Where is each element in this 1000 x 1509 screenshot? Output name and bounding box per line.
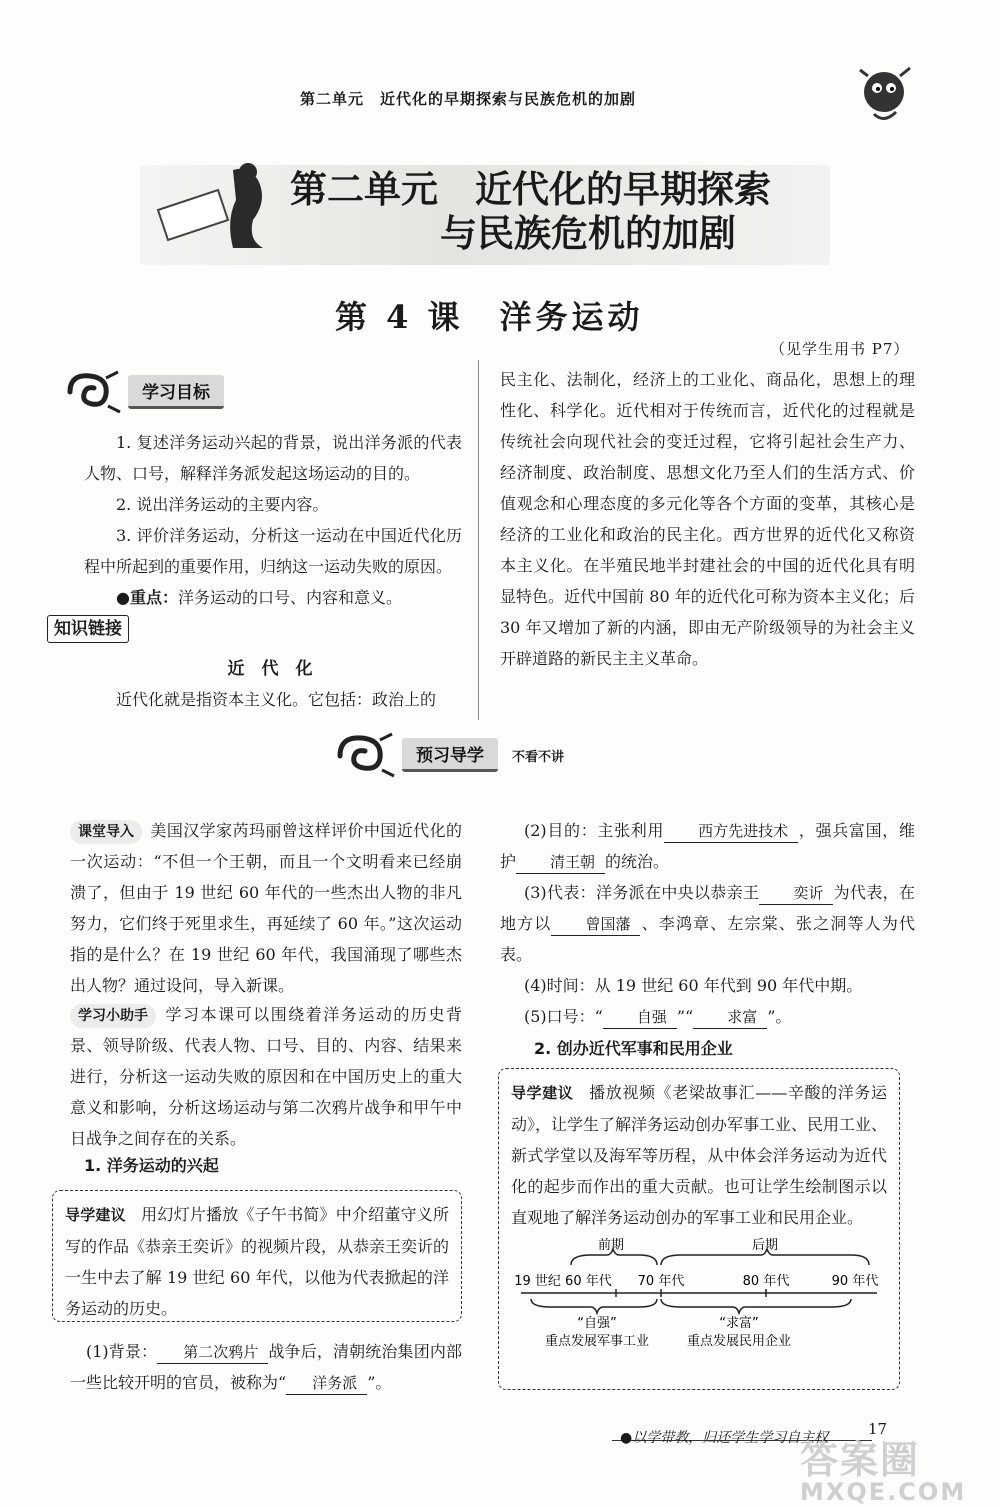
q3-prefix: (3)代表：洋务派在中央以恭亲王 bbox=[524, 883, 760, 902]
timeline-early-label: 前期 bbox=[597, 1238, 625, 1253]
objective-item: 3. 评价洋务运动，分析这一运动在中国近代化历程中所起到的重要作用，归纳这一运动失败的原因。 bbox=[84, 526, 462, 576]
slogan-seeking-wealth: “求富” bbox=[719, 1316, 759, 1331]
watermark-line1: 答案圈 bbox=[800, 1438, 921, 1482]
knowledge-link-label: 知识链接 bbox=[47, 615, 129, 643]
knowledge-text-left bbox=[84, 684, 462, 715]
knowledge-link-tag bbox=[47, 615, 129, 643]
questions-right bbox=[500, 815, 915, 1032]
helper-label: 学习小助手 bbox=[70, 1004, 156, 1028]
q5-suffix: ”。 bbox=[767, 1007, 792, 1026]
preview-header bbox=[330, 732, 564, 778]
focus-civilian-enterprise: 重点发展民用企业 bbox=[686, 1334, 792, 1347]
early-lower-bracket bbox=[531, 1299, 657, 1313]
preview-label: 预习导学 bbox=[402, 738, 498, 772]
q1-suffix: ”。 bbox=[367, 1373, 392, 1392]
answer-blank[interactable]: 第二次鸦片 bbox=[157, 1341, 268, 1364]
guide-box-1 bbox=[52, 1190, 462, 1322]
question-1 bbox=[70, 1336, 462, 1398]
answer-blank[interactable]: 自强 bbox=[603, 1006, 677, 1029]
q5-prefix: (5)口号：“ bbox=[524, 1007, 603, 1026]
swirl-icon bbox=[62, 370, 122, 414]
unit-title-line2: 与民族危机的加剧 bbox=[440, 212, 736, 255]
running-head: 第二单元 近代化的早期探索与民族危机的加剧 bbox=[300, 90, 637, 108]
objective-item: 2. 说出洋务运动的主要内容。 bbox=[116, 495, 329, 514]
timeline-diagram bbox=[511, 1235, 887, 1347]
objectives-label: 学习目标 bbox=[128, 375, 224, 409]
objectives-header bbox=[62, 370, 224, 414]
guide-tag: 导学建议 bbox=[65, 1206, 126, 1224]
q3-suffix: 、李鸿章、左宗棠、张之洞等人为代表。 bbox=[500, 914, 915, 964]
intro-text: 美国汉学家芮玛丽曾这样评价中国近代化的一次运动：“不但一个王朝，而且一个文明看来已经崩溃了，但由于 19 世纪 60 年代的一些杰出人物的非凡努力，它们终于死里求生，再延续了 60 年。”这次运动指的是什么？在 19 世纪 60 年代，我国涌现了哪些杰出人物？通过设问，导入新课。 bbox=[70, 821, 462, 995]
intro-block bbox=[70, 815, 462, 1001]
timeline-late-label: 后期 bbox=[751, 1238, 779, 1253]
column-divider bbox=[478, 360, 479, 720]
objective-item: 1. 复述洋务运动兴起的背景，说出洋务派的代表人物、口号，解释洋务派发起这场运动的目的。 bbox=[84, 433, 462, 483]
q1-prefix: (1)背景： bbox=[86, 1342, 158, 1361]
q4-text: (4)时间：从 19 世纪 60 年代到 90 年代中期。 bbox=[524, 976, 863, 995]
knowledge-paragraph-start: 近代化就是指资本主义化。它包括：政治上的 bbox=[116, 690, 437, 709]
q3-mid: 为代表，在地方以 bbox=[500, 883, 915, 933]
timeline-tick-label: 90 年代 bbox=[831, 1274, 879, 1289]
answer-blank[interactable]: 西方先进技术 bbox=[664, 820, 798, 843]
q2-mid: ，强兵富国，维护 bbox=[500, 821, 915, 871]
unit-title bbox=[290, 168, 771, 256]
guide-tag: 导学建议 bbox=[511, 1084, 574, 1102]
answer-blank[interactable]: 清王朝 bbox=[516, 851, 605, 874]
helper-text: 学习本课可以围绕着洋务运动的历史背景、领导阶级、代表人物、口号、目的、内容、结果来进行，分析这一运动失败的原因和在中国历史上的重大意义和影响，分析这场运动与第二次鸦片战争和甲午中日战争之间存在的关系。 bbox=[70, 1005, 462, 1148]
early-bracket bbox=[571, 1249, 657, 1265]
q1-mid: 战争后，清朝统治集团内部一些比较开明的官员，被称为“ bbox=[70, 1342, 462, 1392]
timeline-tick-label: 80 年代 bbox=[742, 1274, 790, 1289]
guide-box-2 bbox=[498, 1068, 900, 1390]
knowledge-text-right: 民主化、法制化，经济上的工业化、商品化，思想上的理性化、科学化。近代相对于传统而言，近代化的过程就是传统社会向现代社会的变迁过程，它将引起社会生产力、经济制度、政治制度、思想文化乃至人们的生活方式、价值观念和心理态度的多元化等各个方面的变革，其核心是经济的工业化和政治的民主化。西方世界的近代化又称资本主义化。在半殖民地半封建社会的中国的近代化具有明显特色。近代中国前 80 年的近代化可称为资本主义化；后 30 年又增加了新的内涵，即由无产阶级领导的为社会主义开辟道路的新民主主义革命。 bbox=[500, 370, 915, 668]
focus-military-industry: 重点发展军事工业 bbox=[544, 1334, 650, 1347]
textbook-reference: （见学生用书 P7） bbox=[770, 340, 910, 358]
watermark-line2: MXQE.COM bbox=[800, 1478, 967, 1506]
swirl-icon bbox=[330, 732, 396, 778]
q2-suffix: 的统治。 bbox=[605, 852, 670, 871]
footer-motto: ●以学带教，归还学生学习自主权 bbox=[620, 1430, 829, 1446]
objectives-list bbox=[84, 427, 462, 613]
page-number: 17 bbox=[868, 1420, 888, 1438]
timeline-tick-label: 70 年代 bbox=[637, 1274, 685, 1289]
slogan-self-strengthening: “自强” bbox=[577, 1316, 617, 1331]
lesson-title: 第 4 课 洋务运动 bbox=[335, 298, 644, 336]
late-lower-bracket bbox=[661, 1299, 851, 1313]
guide-text: 播放视频《老梁故事汇——辛酸的洋务运动》，让学生了解洋务运动创办军事工业、民用工业、新式学堂以及海军等历程，从中体会洋务运动为近代化的起步而作出的重大贡献。也可让学生绘制图示以直观地了解洋务运动创办的军事工业和民用企业。 bbox=[511, 1083, 888, 1227]
key-point-text: 洋务运动的口号、内容和意义。 bbox=[177, 588, 402, 607]
mascot-icon bbox=[850, 62, 920, 132]
guide-text: 用幻灯片播放《子午书简》中介绍董守义所写的作品《恭亲王奕䜣》的视频片段，从恭亲王奕䜣的一生中去了解 19 世纪 60 年代，以他为代表掀起的洋务运动的历史。 bbox=[65, 1205, 450, 1318]
key-point bbox=[84, 582, 462, 613]
key-point-label: ●重点： bbox=[116, 588, 178, 607]
helper-block bbox=[70, 999, 462, 1154]
timeline-tick-label: 19 世纪 60 年代 bbox=[514, 1274, 612, 1289]
section1-title: 1. 洋务运动的兴起 bbox=[84, 1156, 219, 1175]
q5-mid: ”“ bbox=[676, 1007, 694, 1026]
answer-blank[interactable]: 洋务派 bbox=[286, 1372, 367, 1395]
unit-title-line1: 第二单元 近代化的早期探索 bbox=[290, 168, 771, 211]
answer-blank[interactable]: 求富 bbox=[693, 1006, 767, 1029]
q2-prefix: (2)目的：主张利用 bbox=[524, 821, 665, 840]
answer-blank[interactable]: 奕䜣 bbox=[759, 882, 833, 905]
scholar-illustration-icon bbox=[148, 160, 288, 250]
preview-subtitle: 不看不讲 bbox=[512, 749, 565, 765]
watermark-logo bbox=[800, 1440, 990, 1505]
section2-title: 2. 创办近代军事和民用企业 bbox=[534, 1039, 733, 1058]
knowledge-heading: 近 代 化 bbox=[227, 659, 313, 679]
answer-blank[interactable]: 曾国藩 bbox=[551, 913, 640, 936]
intro-label: 课堂导入 bbox=[70, 820, 142, 844]
